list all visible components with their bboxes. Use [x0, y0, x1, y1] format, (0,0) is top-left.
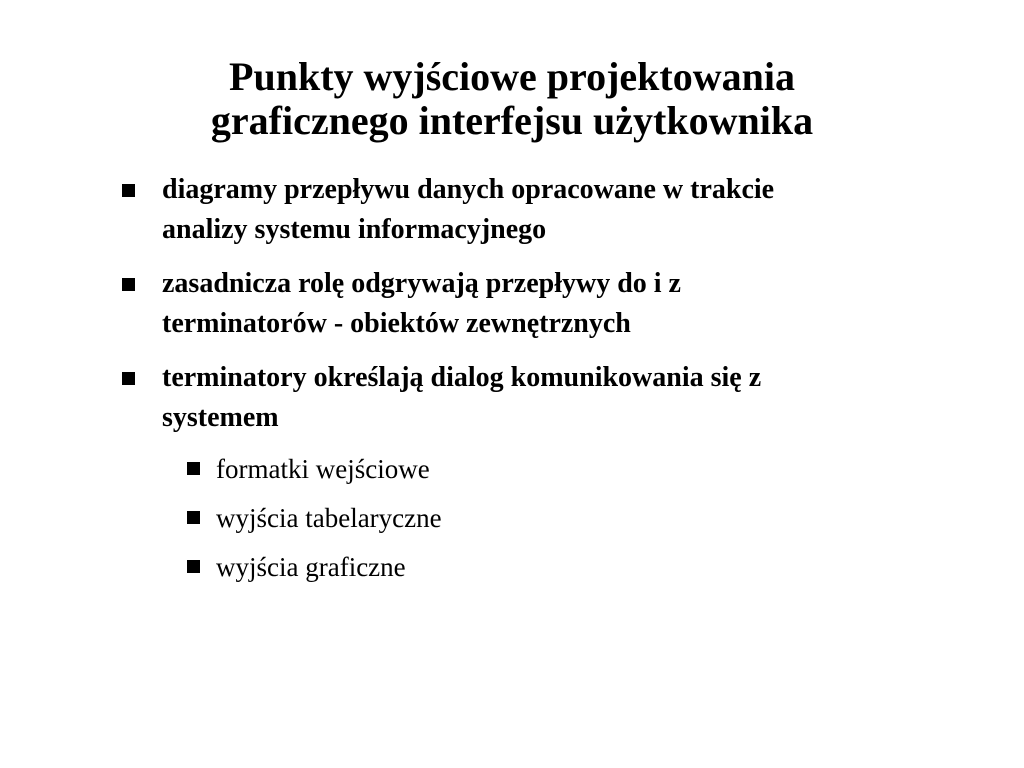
slide-title-line: graficznego interfejsu użytkownika [210, 98, 814, 143]
bullet-text-line: systemem [162, 402, 279, 433]
bullet-text-line: analizy systemu informacyjnego [162, 214, 547, 245]
sub-bullet-list [0, 448, 1024, 595]
square-bullet-icon [187, 560, 200, 573]
square-bullet-icon [122, 278, 135, 291]
bullet-text-line: terminatorów - obiektów zewnętrznych [162, 308, 631, 339]
square-bullet-icon [187, 511, 200, 524]
sub-bullet-item [0, 497, 1024, 539]
bullet-text-line: zasadnicza rolę odgrywają przepływy do i z [162, 268, 681, 299]
bullet-item [0, 170, 922, 250]
sub-bullet-text: wyjścia graficzne [216, 552, 406, 582]
slide-title [0, 55, 1024, 143]
bullet-list [0, 170, 1024, 452]
bullet-item [0, 264, 922, 344]
bullet-item [0, 358, 922, 438]
bullet-text-line: diagramy przepływu danych opracowane w trakcie [162, 174, 775, 205]
sub-bullet-item [0, 546, 1024, 588]
slide-title-line: Punkty wyjściowe projektowania [229, 54, 795, 99]
square-bullet-icon [187, 462, 200, 475]
square-bullet-icon [122, 372, 135, 385]
sub-bullet-text: formatki wejściowe [216, 454, 430, 484]
sub-bullet-text: wyjścia tabelaryczne [216, 503, 442, 533]
sub-bullet-item [0, 448, 1024, 490]
square-bullet-icon [122, 184, 135, 197]
bullet-text-line: terminatory określają dialog komunikowania się z [162, 362, 762, 393]
